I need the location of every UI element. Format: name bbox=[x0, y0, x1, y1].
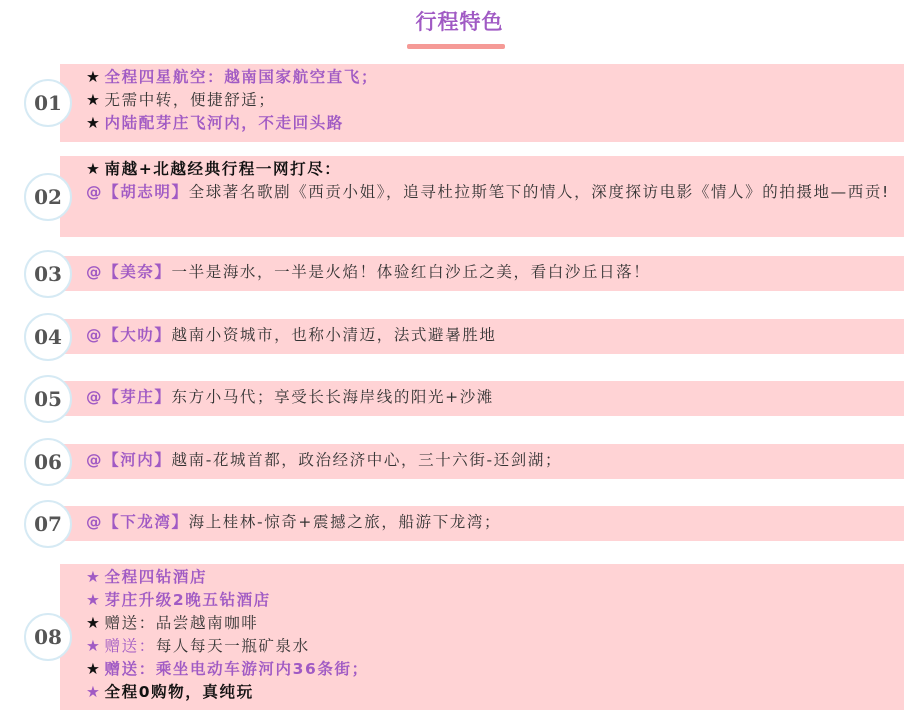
feature-line bbox=[86, 658, 894, 681]
feature-line bbox=[86, 612, 894, 635]
title-underline bbox=[407, 44, 505, 49]
feature-text: 内陆配芽庄飞河内，不走回头路 bbox=[104, 114, 344, 132]
feature-text: 海上桂林-惊奇+震撼之旅，船游下龙湾； bbox=[188, 513, 502, 531]
feature-line bbox=[86, 324, 894, 347]
destination-label: @【芽庄】 bbox=[86, 388, 172, 406]
star-icon: ★ bbox=[86, 160, 102, 178]
feature-text: 越南-花城首都，政治经济中心，三十六街-还剑湖； bbox=[171, 451, 563, 469]
destination-label: @【美奈】 bbox=[86, 263, 172, 281]
feature-text: 南越+北越经典行程一网打尽： bbox=[104, 160, 342, 178]
feature-text: 全程四钻酒店 bbox=[104, 568, 208, 586]
feature-line bbox=[86, 589, 894, 612]
destination-label: @【河内】 bbox=[86, 451, 172, 469]
feature-line bbox=[86, 449, 894, 472]
destination-label: @【胡志明】 bbox=[86, 183, 189, 201]
feature-item-05 bbox=[60, 381, 904, 416]
star-icon: ★ bbox=[86, 114, 102, 132]
feature-text: 一半是海水，一半是火焰！体验红白沙丘之美，看白沙丘日落！ bbox=[171, 263, 651, 281]
feature-line bbox=[86, 261, 894, 284]
feature-line bbox=[86, 566, 894, 589]
destination-label: @【大叻】 bbox=[86, 326, 172, 344]
feature-line bbox=[86, 112, 894, 135]
destination-label: @【下龙湾】 bbox=[86, 513, 189, 531]
star-icon: ★ bbox=[86, 591, 102, 609]
feature-line bbox=[86, 681, 894, 704]
feature-text: 东方小马代；享受长长海岸线的阳光+沙滩 bbox=[171, 388, 494, 406]
gift-label: 赠送： bbox=[104, 637, 156, 655]
item-number-badge: 08 bbox=[24, 613, 72, 661]
feature-item-02 bbox=[60, 156, 904, 237]
item-number-badge: 01 bbox=[24, 79, 72, 127]
feature-item-04 bbox=[60, 319, 904, 354]
star-icon: ★ bbox=[86, 91, 102, 109]
feature-text: 无需中转，便捷舒适； bbox=[104, 91, 276, 109]
star-icon: ★ bbox=[86, 660, 102, 678]
section-title: 行程特色 bbox=[415, 10, 504, 34]
feature-text: 全程0购物，真纯玩 bbox=[104, 683, 254, 701]
item-number-badge: 06 bbox=[24, 438, 72, 486]
feature-line bbox=[86, 181, 894, 204]
feature-item-06 bbox=[60, 444, 904, 479]
feature-text: 芽庄升级2晚五钻酒店 bbox=[104, 591, 271, 609]
feature-line bbox=[86, 89, 894, 112]
item-number-badge: 02 bbox=[24, 173, 72, 221]
feature-text: 乘坐电动车游河内36条街； bbox=[155, 660, 369, 678]
feature-text: 每人每天一瓶矿泉水 bbox=[155, 637, 310, 655]
feature-line bbox=[86, 66, 894, 89]
feature-line bbox=[86, 511, 894, 534]
feature-item-07 bbox=[60, 506, 904, 541]
feature-text: 越南小资城市，也称小清迈，法式避暑胜地 bbox=[171, 326, 497, 344]
item-number-badge: 05 bbox=[24, 375, 72, 423]
feature-item-08 bbox=[60, 564, 904, 710]
feature-line bbox=[86, 635, 894, 658]
feature-text: 全球著名歌剧《西贡小姐》，追寻杜拉斯笔下的情人，深度探访电影《情人》的拍摄地—西贡! bbox=[188, 183, 890, 201]
gift-label: 赠送： bbox=[104, 660, 156, 678]
feature-line bbox=[86, 158, 894, 181]
feature-item-03 bbox=[60, 256, 904, 291]
star-icon: ★ bbox=[86, 637, 102, 655]
star-icon: ★ bbox=[86, 683, 102, 701]
star-icon: ★ bbox=[86, 68, 102, 86]
feature-text: 赠送：品尝越南咖啡 bbox=[104, 614, 259, 632]
item-number-badge: 07 bbox=[24, 500, 72, 548]
item-number-badge: 03 bbox=[24, 250, 72, 298]
feature-line bbox=[86, 386, 894, 409]
feature-text: 全程四星航空：越南国家航空直飞； bbox=[104, 68, 379, 86]
star-icon: ★ bbox=[86, 568, 102, 586]
star-icon: ★ bbox=[86, 614, 102, 632]
item-number-badge: 04 bbox=[24, 313, 72, 361]
feature-item-01 bbox=[60, 64, 904, 142]
